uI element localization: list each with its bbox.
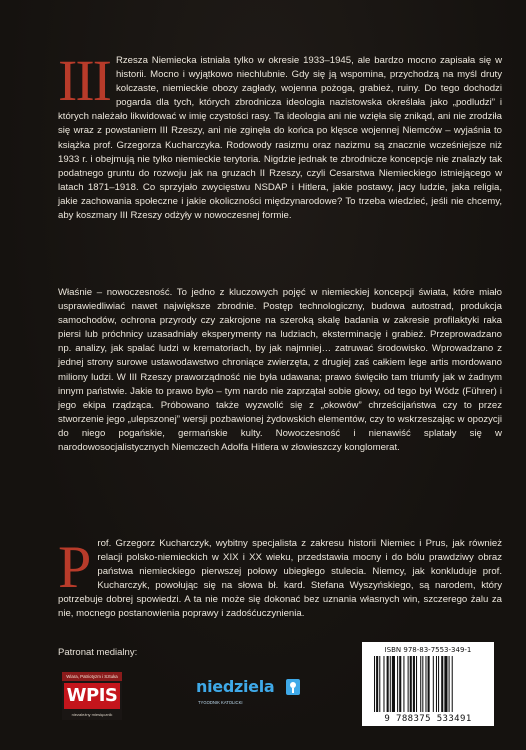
barcode-stripe: [397, 656, 398, 712]
niedziela-emblem-icon: [286, 679, 300, 695]
barcode-stripe: [390, 656, 391, 712]
barcode-stripe: [387, 656, 389, 712]
barcode-stripe: [452, 656, 453, 712]
barcode-stripe: [420, 656, 421, 712]
barcode-stripe: [403, 656, 404, 712]
isbn-number: ISBN 978-83-7553-349-1: [384, 646, 472, 654]
niedziela-logo: [196, 676, 302, 710]
wpis-subtitle: niezależny miesięcznik: [71, 712, 113, 717]
barcode-stripe: [449, 656, 450, 712]
author-paragraph-text: rof. Grzegorz Kucharczyk, wybitny specjalista z zakresu historii Niemiec i Prus, jak również relacji polsko-niemieckich w XIX i XX wieku, przedstawia mocny i do bólu prawdziwy obraz państwa niemieckiego pierwszej połowy ubiegłego stulecia. Niemcy, jak konkluduje prof. Kucharczyk, powołując się na słowa bł. kard. Stefana Wyszyńskiego, są narodem, który potrzebuje dobrej spowiedzi. A ta nie może się dokonać bez uznania własnych win, szczerego żalu za nie, mocnego postanowienia poprawy i zadośćuczynienia.: [58, 538, 502, 620]
barcode-stripe: [410, 656, 412, 712]
barcode-stripe: [425, 656, 426, 712]
niedziela-wordmark: niedziela: [196, 677, 275, 696]
dropcap-p: P: [58, 534, 92, 600]
modernity-paragraph: [58, 286, 502, 455]
barcode-stripe: [383, 656, 384, 712]
barcode-stripe: [436, 656, 437, 712]
barcode-stripe: [433, 656, 434, 712]
ean-digits: 9 788375 533491: [384, 714, 472, 724]
niedziela-subtitle: TYGODNIK KATOLICKI: [198, 700, 243, 705]
barcode-stripe: [399, 656, 401, 712]
isbn-barcode: [362, 642, 494, 726]
author-paragraph: [58, 534, 502, 622]
barcode-stripe: [413, 656, 415, 712]
dropcap-roman-three: III: [58, 48, 110, 113]
barcode-stripe: [444, 656, 447, 712]
barcode-stripe: [438, 656, 439, 712]
barcode-stripe: [428, 656, 430, 712]
barcode-stripe: [379, 656, 380, 712]
barcode-stripe: [376, 656, 378, 712]
intro-paragraph: [58, 48, 502, 223]
barcode-stripe: [408, 656, 409, 712]
intro-paragraph-text: Rzesza Niemiecka istniała tylko w okresie 1933–1945, ale bardzo mocno zapisała się w historii. Mocno i wyjątkowo niechlubnie. Gdy się ją wspomina, przychodzą na myśl druty kolczaste, niemieckie obozy zagłady, wojenna pożoga, grabież, ruiny. Do tego dochodzi pogarda dla tych, których zbrodnicza ideologia nazistowska określała jako „podludzi” i których należało likwidować w imię czystości rasy. Ta ideologia ani nie wzięła się znikąd, ani nie zrodziła się wraz z powstaniem III Rzeszy, ani nie zginęła do końca po klęsce wojennej Niemców – wyjaśnia to książka prof. Grzegorza Kucharczyka. Rodowody rasizmu oraz nazizmu są znacznie wcześniejsze niż 1933 r. i obejmują nie tylko niemieckie terytoria. Nigdzie jednak te zbrodnicze koncepcje nie znalazły tak podatnego gruntu do rozwoju jak na gruzach II Rzeszy, czyli Cesarstwa Niemieckiego istniejącego w latach 1871–1918. Co sprzyjało zwycięstwu NSDAP i Hitlera, jakie postawy, jacy ludzie, jaka religia, jakie zachowania społeczne i jakie okoliczności międzynarodowe? To trzeba wiedzieć, jeśli nie chcemy, aby koszmary III Rzeszy odżyły w nowoczesnej formie.: [58, 55, 502, 222]
media-patronage-label: Patronat medialny:: [58, 647, 138, 658]
barcode-stripe: [441, 656, 443, 712]
barcode-bars: [372, 656, 488, 714]
barcode-stripe: [422, 656, 423, 712]
barcode-stripe: [416, 656, 417, 712]
barcode-stripe: [374, 656, 375, 712]
wpis-wordmark: WPIS: [64, 683, 120, 709]
barcode-stripe: [392, 656, 395, 712]
wpis-tagline: Wiara, Patriotyzm i Sztuka: [62, 672, 122, 681]
wpis-logo: [62, 672, 122, 720]
modernity-paragraph-text: Właśnie – nowoczesność. To jedno z kluczowych pojęć w niemieckiej koncepcji świata, które miało usprawiedliwiać nawet największe zbrodnie. Postęp technologiczny, budowa autostrad, produkcja samochodów, ochrona przyrody czy zakrojone na szeroką skalę badania w zakresie profilaktyki raka piersi lub próchnicy uzasadniały eksperymenty na ludziach, eksterminację i grabież. Przeprowadzano np. analizy, jak spalać ludzi w krematoriach, by jak najmniej… zatruwać środowisko. Wprowadzano z jednej strony surowe ustawodawstwo chroniące zwierzęta, z drugiej zaś całkiem lege artis mordowano miliony ludzi. W III Rzeszy praworządność nie była udawana; prawo święciło tam triumfy jak w żadnym innym państwie. Jakie to prawo było – tym nardo nie zaprzątał sobie głowy, od tego był Wódz (Führer) i jego ekipa rządząca. Próbowano także wyzwolić się z „okowów” chrześcijaństwa czy to przez stworzenie jego „ulepszonej” wersji pozbawionej żydowskich elementów, czy to wskrzeszając w opozycji do niego pogańskie, germańskie kulty. Nowoczesność i nienawiść splatały się w narodowosocjalistycznych Niemczech Adolfa Hitlera w złowieszczy konglomerat.: [58, 287, 502, 454]
